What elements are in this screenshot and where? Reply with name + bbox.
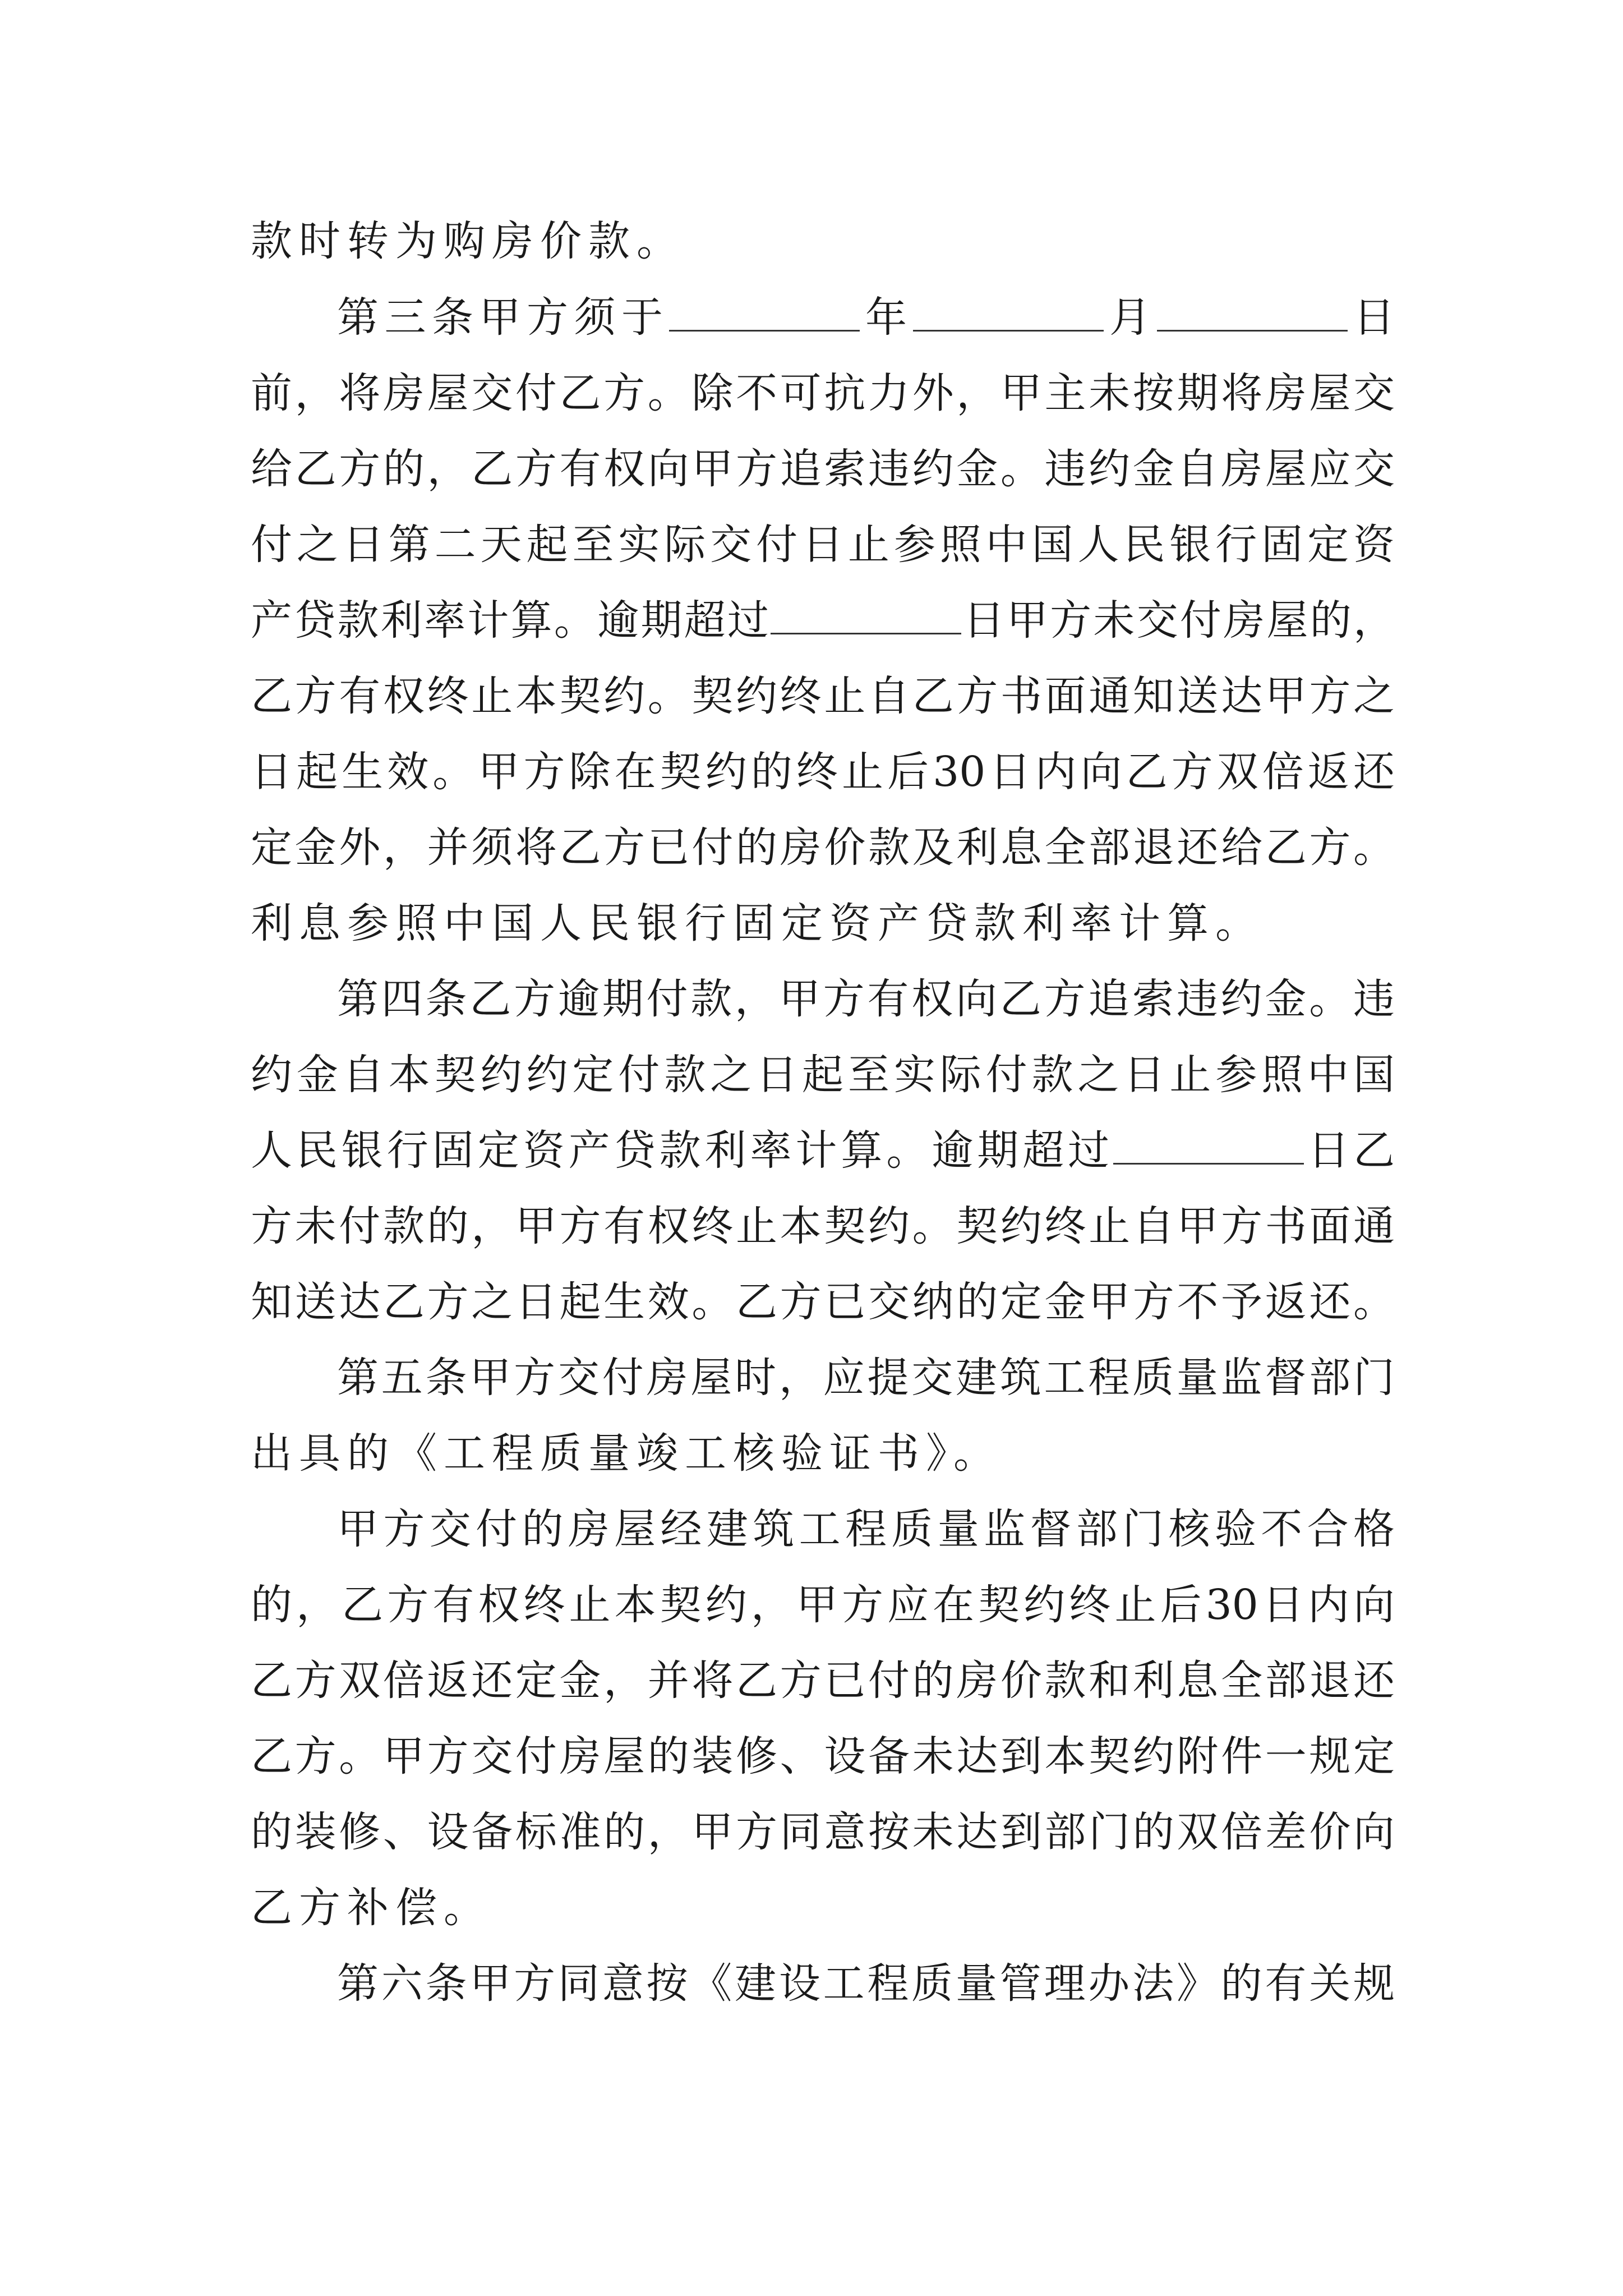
text-line-18: 甲方交付的房屋经建筑工程质量监督部门核验不合格 — [337, 1505, 1395, 1553]
text-line-16: 第五条甲方交付房屋时，应提交建筑工程质量监督部门 — [337, 1354, 1395, 1402]
text-line-20: 乙方双倍返还定金，并将乙方已付的房价款和利息全部退还 — [251, 1657, 1395, 1705]
text-line-5: 付之日第二天起至实际交付日止参照中国人民银行固定资 — [251, 521, 1395, 569]
text-line-2 — [337, 289, 1395, 346]
text-line-24: 第六条甲方同意按《建设工程质量管理办法》的有关规 — [337, 1959, 1395, 2008]
year-blank — [669, 296, 860, 332]
text-line-4: 给乙方的，乙方有权向甲方追索违约金。违约金自房屋应交 — [251, 445, 1395, 493]
overdue-days-blank — [771, 599, 961, 634]
text-line-7: 乙方有权终止本契约。契约终止自乙方书面通知送达甲方之 — [251, 672, 1395, 720]
text-line-10: 利息参照中国人民银行固定资产贷款利率计算。 — [251, 899, 1264, 947]
clause-3-prefix: 第三条甲方须于 — [337, 293, 669, 342]
payment-overdue-prefix: 人民银行固定资产贷款利率计算。逾期超过 — [251, 1126, 1114, 1175]
text-line-9: 定金外，并须将乙方已付的房价款及利息全部退还给乙方。 — [251, 823, 1395, 872]
overdue-prefix: 产贷款利率计算。逾期超过 — [251, 596, 771, 645]
text-line-13 — [251, 1122, 1395, 1179]
month-label: 月 — [1103, 293, 1157, 342]
text-line-14: 方未付款的，甲方有权终止本契约。契约终止自甲方书面通 — [251, 1202, 1395, 1250]
overdue-suffix: 日甲方未交付房屋的， — [961, 596, 1395, 645]
text-line-21: 乙方。甲方交付房屋的装修、设备未达到本契约附件一规定 — [251, 1732, 1395, 1780]
day-blank — [1157, 296, 1348, 332]
text-line-6 — [251, 592, 1395, 648]
text-line-8: 日起生效。甲方除在契约的终止后30日内向乙方双倍返还 — [251, 748, 1395, 796]
text-line-22: 的装修、设备标准的，甲方同意按未达到部门的双倍差价向 — [251, 1808, 1395, 1856]
text-line-12: 约金自本契约约定付款之日起至实际付款之日止参照中国 — [251, 1051, 1395, 1099]
month-blank — [913, 296, 1104, 332]
text-line-19: 的，乙方有权终止本契约，甲方应在契约终止后30日内向 — [251, 1581, 1395, 1629]
text-line-15: 知送达乙方之日起生效。乙方已交纳的定金甲方不予返还。 — [251, 1278, 1395, 1326]
text-line-23: 乙方补偿。 — [251, 1884, 492, 1932]
text-line-11: 第四条乙方逾期付款，甲方有权向乙方追索违约金。违 — [337, 975, 1395, 1023]
text-line-3: 前，将房屋交付乙方。除不可抗力外，甲主未按期将房屋交 — [251, 369, 1395, 417]
payment-overdue-suffix: 日乙 — [1304, 1126, 1395, 1175]
text-line-17: 出具的《工程质量竣工核验证书》。 — [251, 1429, 1002, 1478]
year-label: 年 — [859, 293, 913, 342]
day-label: 日 — [1347, 293, 1395, 342]
text-line-1: 款时转为购房价款。 — [251, 217, 685, 265]
payment-overdue-days-blank — [1113, 1129, 1304, 1165]
